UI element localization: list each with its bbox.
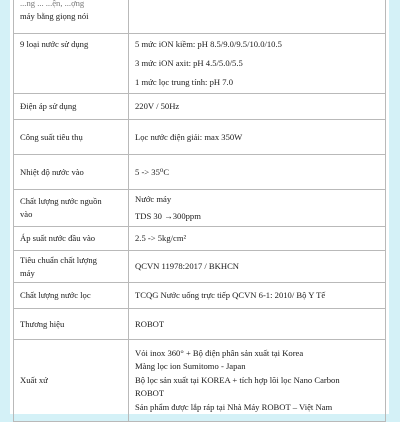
spec-value: 220V / 50Hz	[129, 94, 386, 120]
table-row	[14, 94, 386, 120]
spec-label: ...ng ... ...ện, ...ợng máy bằng giọng nói	[14, 0, 129, 34]
spec-value: Vỏi inox 360° + Bộ điện phân sản xuất tại Korea Màng lọc ion Sumitomo - Japan Bộ lọc sản xuất tại KOREA + tích hợp lõi lọc Nano Carbon ROBOT Sản phẩm được lắp ráp tại Nhà Máy ROBOT – Việt Nam	[129, 340, 386, 422]
spec-label: Công suất tiêu thụ	[14, 120, 129, 155]
spec-value: ROBOT	[129, 309, 386, 340]
spec-label: Chất lượng nước nguồn vào	[14, 190, 129, 227]
table-row	[14, 120, 386, 155]
spec-label: Nhiệt độ nước vào	[14, 155, 129, 190]
spec-label: Điện áp sử dụng	[14, 94, 129, 120]
spec-value: TCQG Nước uống trực tiếp QCVN 6-1: 2010/ Bộ Y Tế	[129, 283, 386, 309]
spec-label: Chất lượng nước lọc	[14, 283, 129, 309]
spec-value: 5 -> 35⁰C	[129, 155, 386, 190]
table-row	[14, 309, 386, 340]
table-row	[14, 34, 386, 94]
spec-label: 9 loại nước sử dụng	[14, 34, 129, 94]
table-row	[14, 190, 386, 227]
spec-label: Xuất xứ	[14, 340, 129, 422]
table-row	[14, 155, 386, 190]
spec-value: 2.5 -> 5kg/cm²	[129, 227, 386, 251]
spec-value: QCVN 11978:2017 / BKHCN	[129, 251, 386, 283]
spec-label: Thương hiệu	[14, 309, 129, 340]
table-row	[14, 251, 386, 283]
specification-table	[13, 0, 386, 422]
table-row	[14, 283, 386, 309]
spec-value	[129, 0, 386, 34]
table-row	[14, 340, 386, 422]
spec-value: Lọc nước điện giải: max 350W	[129, 120, 386, 155]
spec-label: Áp suất nước đầu vào	[14, 227, 129, 251]
spec-label: Tiêu chuẩn chất lượng máy	[14, 251, 129, 283]
table-row	[14, 227, 386, 251]
spec-value: Nước máy TDS 30 →300ppm	[129, 190, 386, 227]
spec-value: 5 mức iON kiềm: pH 8.5/9.0/9.5/10.0/10.5 3 mức iON axit: pH 4.5/5.0/5.5 1 mức lọc trung tính: pH 7.0	[129, 34, 386, 94]
table-row	[14, 0, 386, 34]
